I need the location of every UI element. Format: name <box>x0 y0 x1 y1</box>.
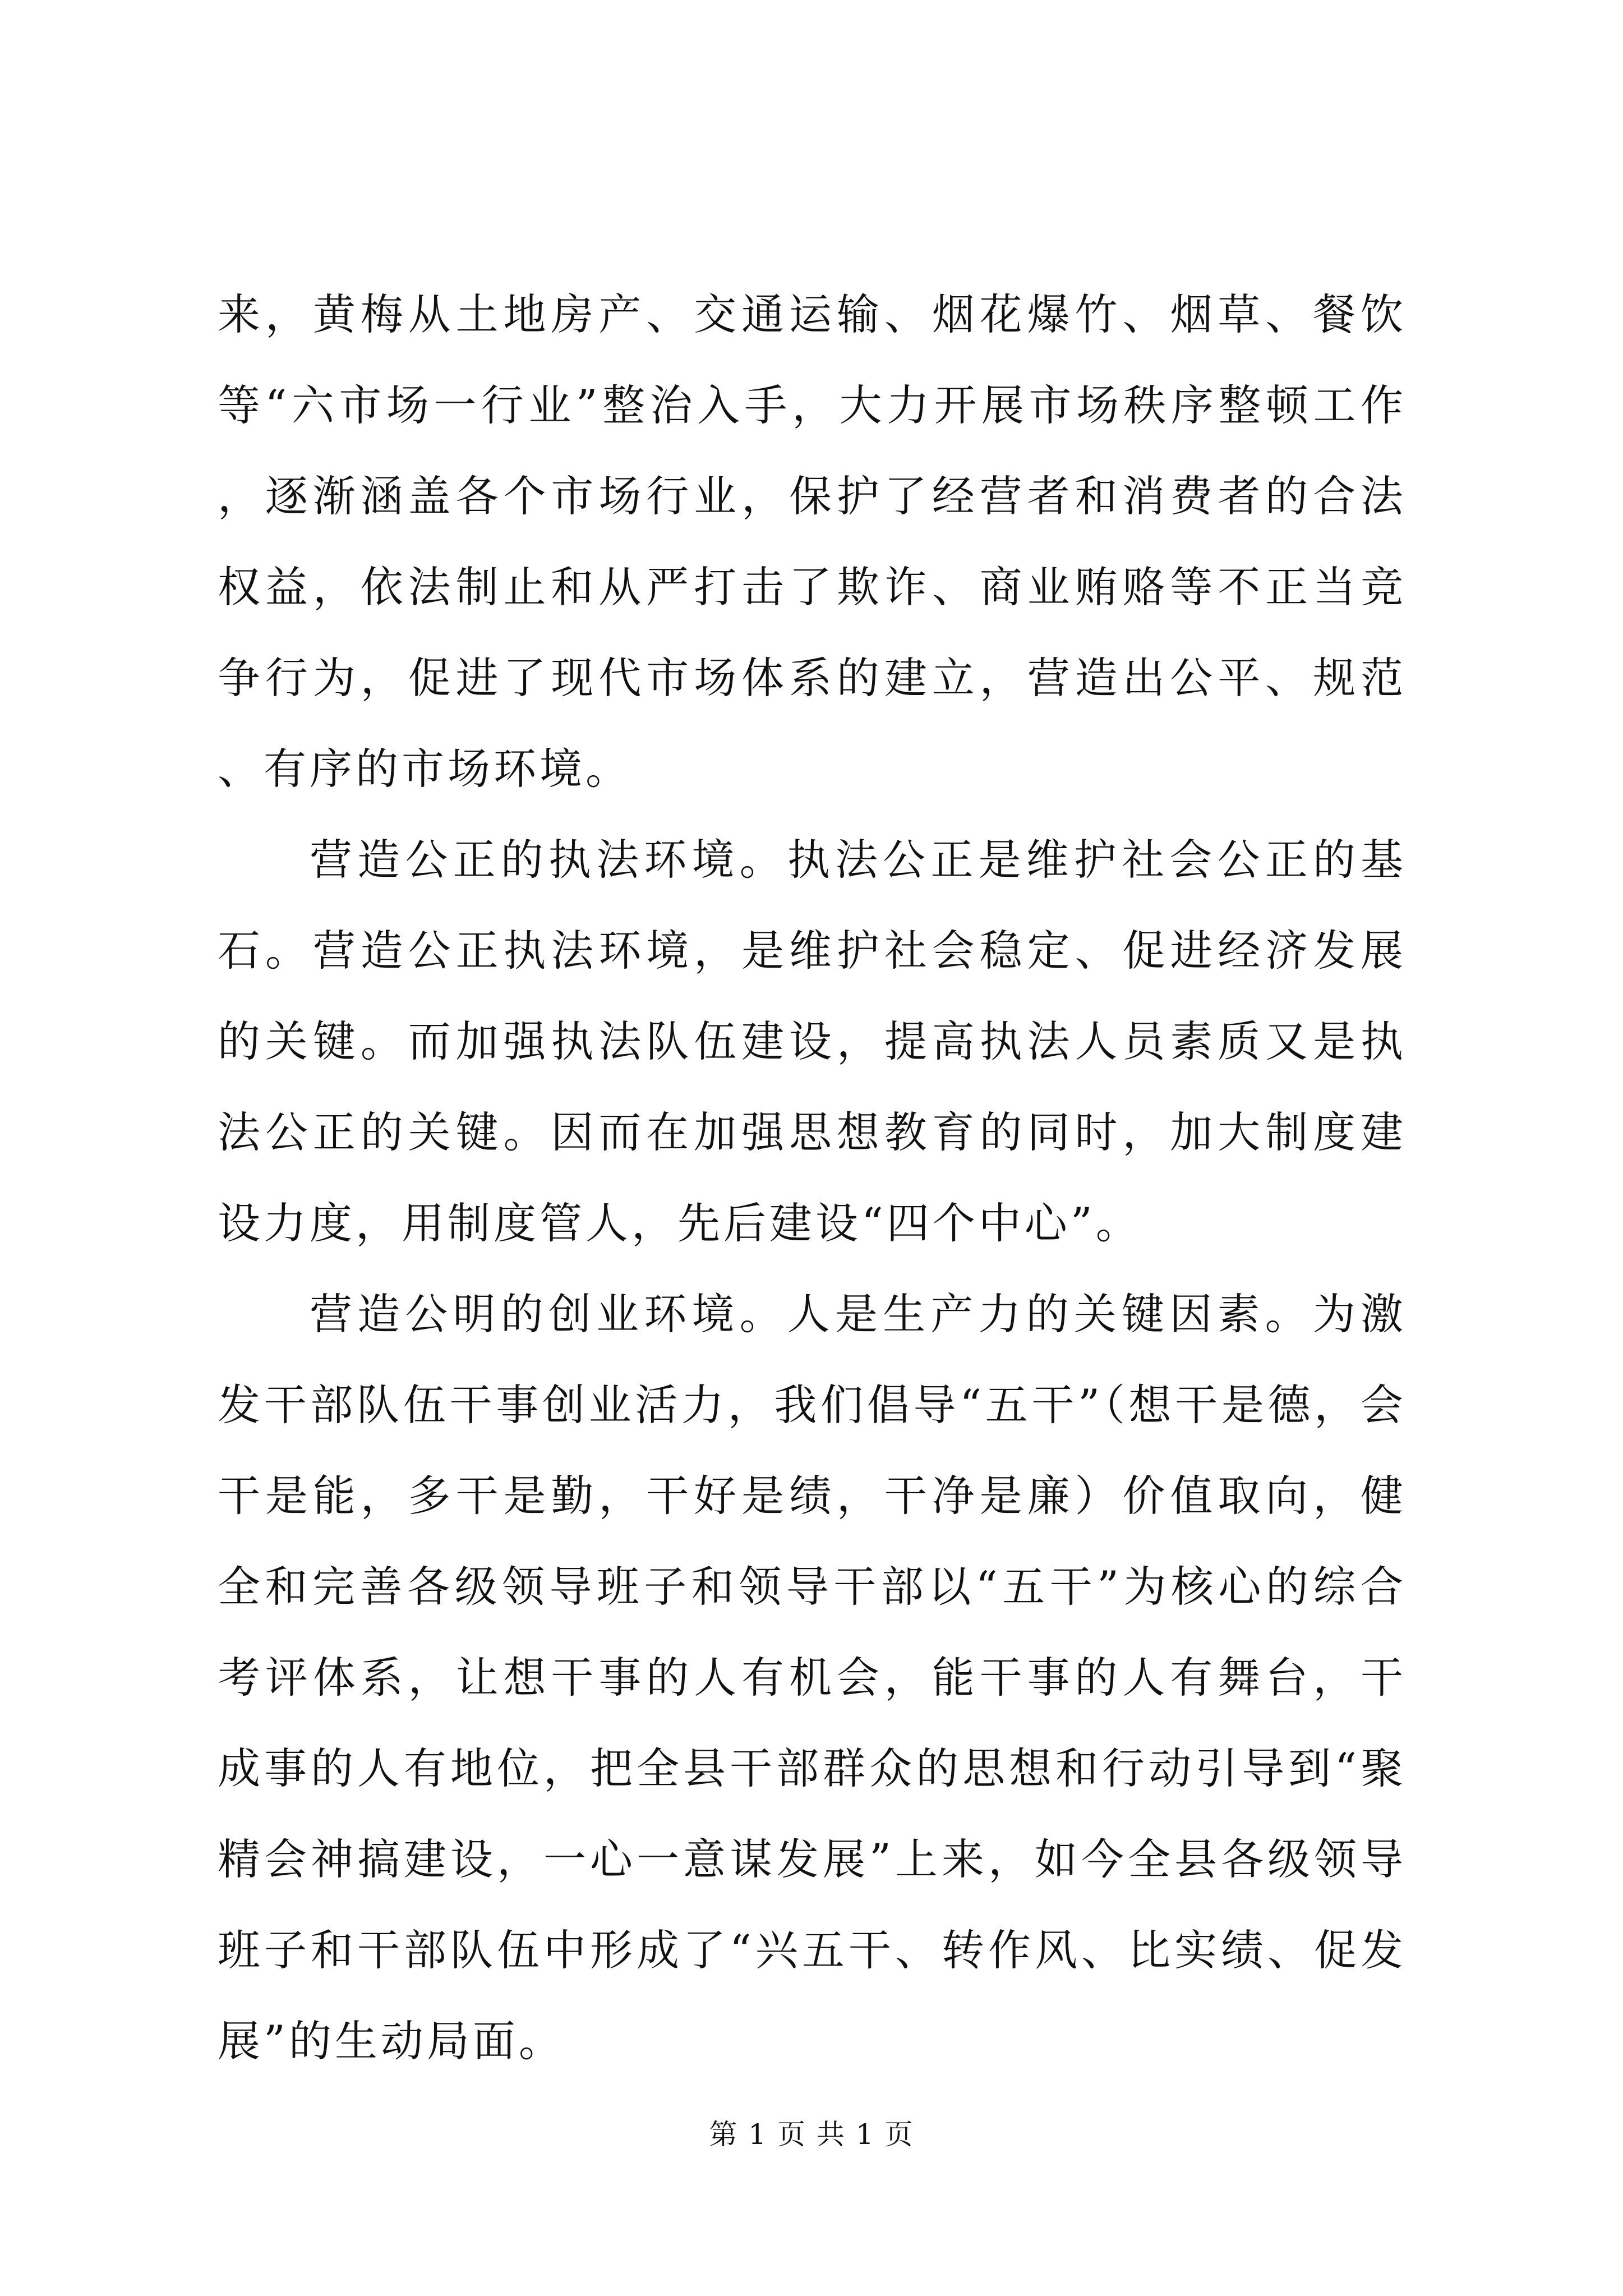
paragraph-continuation: 来，黄梅从土地房产、交通运输、烟花爆竹、烟草、餐饮等“六市场一行业”整治入手，大力开展市场秩序整顿工作，逐渐涵盖各个市场行业，保护了经营者和消费者的合法权益，依法制止和从严打击了欺诈、商业贿赂等不正当竞争行为，促进了现代市场体系的建立，营造出公平、规范、有序的市场环境。 <box>218 289 1407 794</box>
paragraph-law-enforcement: 营造公正的执法环境。执法公正是维护社会公正的基石。营造公正执法环境，是维护社会稳定、促进经济发展的关键。而加强执法队伍建设，提高执法人员素质又是执法公正的关键。因而在加强思想教育的同时，加大制度建设力度，用制度管人，先后建设“四个中心”。 <box>218 835 1407 1248</box>
paragraph-entrepreneurship: 营造公明的创业环境。人是生产力的关键因素。为激发干部队伍干事创业活力，我们倡导“五干”（想干是德，会干是能，多干是勤，干好是绩，干净是廉）价值取向，健全和完善各级领导班子和领导干部以“五干”为核心的综合考评体系，让想干事的人有机会，能干事的人有舞台，干成事的人有地位，把全县干部群众的思想和行动引导到“聚精会神搞建设，一心一意谋发展”上来，如今全县各级领导班子和干部队伍中形成了“兴五干、转作风、比实绩、促发展”的生动局面。 <box>218 1289 1407 2066</box>
page-footer: 第 1 页 共 1 页 <box>709 2118 914 2151</box>
document-body <box>218 269 1407 2087</box>
